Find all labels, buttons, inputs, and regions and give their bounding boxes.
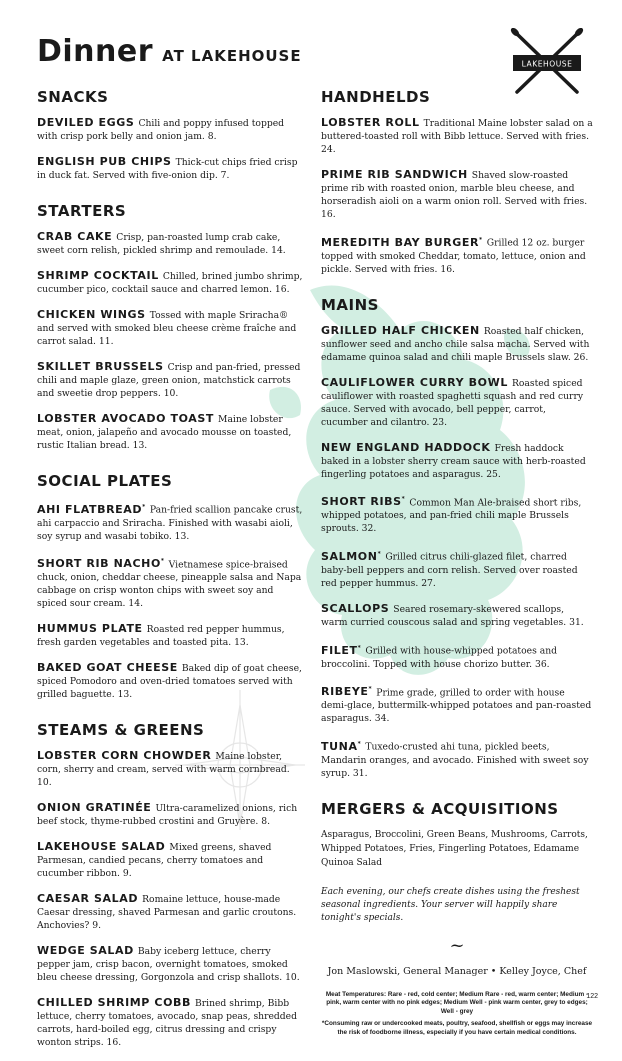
title-dinner: Dinner	[37, 34, 154, 69]
staff-credits: Jon Maslowski, General Manager • Kelley Joyce, Chef	[327, 965, 587, 977]
menu-item	[321, 116, 593, 156]
logo-text: LAKEHOUSE	[521, 59, 573, 69]
menu-item	[321, 233, 593, 276]
menu-item	[37, 308, 305, 348]
squiggle-divider: ~	[449, 934, 465, 956]
item-desc: Brined shrimp, Bibb lettuce, cherry tomatoes, avocado, snap peas, shredded carrots, hard-boiled egg, citrus dressing and crispy wonton strips. 16.	[37, 998, 298, 1049]
item-name: LOBSTER AVOCADO TOAST	[37, 412, 215, 425]
item-name: TUNA*	[321, 739, 362, 753]
item-name: ENGLISH PUB CHIPS	[37, 155, 172, 168]
item-name: MEREDITH BAY BURGER*	[321, 235, 483, 249]
item-desc: Seared rosemary-skewered scallops, warm curried couscous salad and spring vegetables. 31.	[321, 603, 584, 628]
item-desc: Crisp and pan-fried, pressed chili and maple glaze, green onion, matchstick carrots and sweetie drop peppers. 10.	[37, 362, 301, 399]
item-desc: Prime grade, grilled to order with house demi-glace, buttermilk-whipped potatoes and pan-roasted asparagus. 34.	[321, 687, 592, 725]
menu-item	[37, 155, 305, 182]
item-name: LOBSTER CORN CHOWDER	[37, 749, 212, 763]
sides-list: Asparagus, Broccolini, Green Beans, Mushrooms, Carrots, Whipped Potatoes, Fries, Fingerling Potatoes, Edamame Quinoa Salad	[321, 829, 588, 868]
item-desc: Chili and poppy infused topped with crisp pork belly and onion jam. 8.	[37, 118, 285, 142]
item-name: CAULIFLOWER CURRY BOWL	[321, 375, 508, 389]
menu-item	[321, 168, 593, 221]
item-desc: Pan-fried scallion pancake crust, ahi carpaccio and Sriracha. Finished with wasabi aioli, soy syrup and wasabi tobiko. 13.	[37, 504, 303, 542]
menu-item	[37, 412, 305, 452]
menu-item	[37, 622, 305, 649]
item-name: CRAB CAKE	[37, 230, 113, 243]
item-name: FILET*	[321, 643, 362, 657]
item-name: CAESAR SALAD	[37, 892, 139, 906]
menu-item	[37, 116, 305, 143]
title-at-lakehouse: AT LAKEHOUSE	[162, 47, 302, 65]
item-desc: Roasted spiced cauliflower with roasted spaghetti squash and red curry sauce. Served with avocado, bell pepper, carrot, cucumber and cilantro. 23.	[321, 377, 584, 428]
item-name: SKILLET BRUSSELS	[37, 360, 164, 373]
item-name: ONION GRATINÉE	[37, 801, 152, 815]
menu-item	[37, 840, 305, 880]
menu-item	[37, 500, 305, 543]
item-desc: Ultra-caramelized onions, rich beef stock, thyme-rubbed crostini and Gruyère. 8.	[37, 803, 298, 828]
item-name: BAKED GOAT CHEESE	[37, 661, 178, 675]
menu-item	[37, 801, 305, 828]
menu-item	[37, 269, 305, 296]
item-desc: Fresh haddock baked in a lobster sherry cream sauce with herb-roasted fingerling potatoes and asparagus. 25.	[321, 442, 586, 480]
item-name: CHILLED SHRIMP COBB	[37, 996, 191, 1010]
section-title-mergers-acquisitions: MERGERS & ACQUISITIONS	[321, 799, 559, 818]
item-desc: Maine lobster meat, onion, jalapeño and avocado mousse on toasted, rustic Italian bread. 13.	[37, 414, 292, 451]
item-desc: Baked dip of goat cheese, spiced Pomodoro and oven-dried tomatoes served with grilled baguette. 13.	[37, 663, 302, 701]
specials-note: Each evening, our chefs create dishes using the freshest seasonal ingredients. Your server will happily share tonight's specials.	[321, 886, 580, 923]
item-desc: Roasted half chicken, sunflower seed and ancho chile salsa macha. Served with edamame quinoa salad and chili maple Brussels slaw. 26.	[321, 325, 590, 363]
item-desc: Chilled, brined jumbo shrimp, cucumber pico, cocktail sauce and charred lemon. 16.	[37, 271, 303, 295]
item-name: NEW ENGLAND HADDOCK	[321, 440, 491, 454]
item-desc: Mixed greens, shaved Parmesan, candied pecans, cherry tomatoes and cucumber ribbon. 9.	[37, 842, 272, 880]
menu-item	[321, 324, 593, 364]
item-name: DEVILED EGGS	[37, 116, 135, 129]
item-name: SHORT RIBS*	[321, 495, 406, 509]
item-name: SHORT RIB NACHO*	[37, 557, 165, 571]
item-desc: Thick-cut chips fried crisp in duck fat. Served with five-onion dip. 7.	[37, 157, 298, 181]
item-desc: Traditional Maine lobster salad on a buttered-toasted roll with Bibb lettuce. Served with fries. 24.	[321, 118, 593, 155]
item-desc: Tuxedo-crusted ahi tuna, pickled beets, Mandarin oranges, and avocado. Finished with sweet soy syrup. 31.	[321, 741, 589, 779]
menu-item	[321, 641, 593, 671]
item-desc: Maine lobster, corn, sherry and cream, served with warm cornbread. 10.	[37, 751, 290, 789]
menu-item	[321, 376, 593, 429]
item-desc: Crisp, pan-roasted lump crab cake, sweet corn relish, pickled shrimp and remoulade. 14.	[37, 232, 286, 256]
item-desc: Shaved slow-roasted prime rib with roasted onion, marble bleu cheese, and horseradish aioli on a warm onion roll. Served with fries. 16.	[321, 170, 588, 220]
item-desc: Grilled with house-whipped potatoes and broccolini. Topped with house chorizo butter. 36.	[321, 645, 558, 670]
menu-item	[37, 749, 305, 789]
item-name: LAKEHOUSE SALAD	[37, 840, 166, 854]
item-name: CHICKEN WINGS	[37, 308, 146, 321]
section-title-handhelds: HANDHELDS	[321, 88, 431, 106]
item-name: RIBEYE*	[321, 685, 373, 699]
item-name: HUMMUS PLATE	[37, 622, 143, 636]
item-name: SCALLOPS	[321, 601, 390, 615]
section-title-starters: STARTERS	[37, 202, 127, 220]
right-column	[321, 88, 593, 1037]
item-desc: Baby iceberg lettuce, cherry pepper jam, crisp bacon, overnight tomatoes, smoked bleu cheese dressing, Gorgonzola and crisp shallots. 10.	[37, 946, 300, 984]
menu-item	[37, 996, 305, 1049]
section-title-social-plates: SOCIAL PLATES	[37, 472, 173, 490]
page-number: 122	[586, 993, 598, 1000]
page-title	[37, 34, 302, 69]
item-name: AHI FLATBREAD*	[37, 502, 146, 516]
section-title-mains: MAINS	[321, 295, 379, 314]
menu-item	[37, 230, 305, 257]
menu-item	[321, 493, 593, 536]
item-name: SALMON*	[321, 549, 382, 563]
item-desc: Grilled citrus chili-glazed filet, charred baby-bell peppers and corn relish. Served over roasted red pepper hummus. 27.	[321, 551, 578, 589]
menu-item	[37, 892, 305, 932]
menu-item	[37, 661, 305, 701]
item-desc: Tossed with maple Sriracha® and served with smoked bleu cheese crème fraîche and carrot salad. 11.	[37, 310, 297, 347]
menu-item	[37, 360, 305, 400]
section-title-snacks: SNACKS	[37, 88, 109, 106]
item-name: SHRIMP COCKTAIL	[37, 269, 159, 282]
menu-item	[321, 602, 593, 629]
item-desc: Grilled 12 oz. burger topped with smoked Cheddar, tomato, lettuce, onion and pickle. Served with fries. 16.	[321, 237, 586, 275]
item-name: LOBSTER ROLL	[321, 116, 420, 129]
consumption-warning: *Consuming raw or undercooked meats, poultry, seafood, shellfish or eggs may increase the risk of foodborne illness, especially if you have certain medical conditions.	[321, 1020, 593, 1036]
section-title-steams-greens: STEAMS & GREENS	[37, 721, 205, 740]
menu-item	[321, 683, 593, 726]
menu-item	[321, 547, 593, 590]
item-desc: Common Man Ale-braised short ribs, whipped potatoes, and pan-fried chili maple Brussels sprouts. 32.	[321, 497, 582, 535]
item-name: WEDGE SALAD	[37, 944, 134, 958]
menu-item	[321, 441, 593, 481]
menu-item	[37, 944, 305, 984]
item-name: GRILLED HALF CHICKEN	[321, 323, 480, 337]
item-name: PRIME RIB SANDWICH	[321, 168, 468, 181]
menu-item	[37, 555, 305, 611]
menu-item	[321, 737, 593, 780]
meat-temperatures: Meat Temperatures: Rare - red, cold center; Medium Rare - red, warm center; Medium - pink, warm center with no pink edges; Medium Well - pink warm center, grey to edges; Well - grey	[325, 990, 589, 1015]
left-column	[37, 88, 305, 1061]
item-desc: Romaine lettuce, house-made Caesar dressing, shaved Parmesan and garlic croutons. Anchovies? 9.	[37, 894, 297, 932]
item-desc: Vietnamese spice-braised chuck, onion, cheddar cheese, pineapple salsa and Napa cabbage on crisp wonton chips with sweet soy and spiced sour cream. 14.	[37, 559, 302, 610]
item-desc: Roasted red pepper hummus, fresh garden vegetables and toasted pita. 13.	[37, 624, 285, 649]
